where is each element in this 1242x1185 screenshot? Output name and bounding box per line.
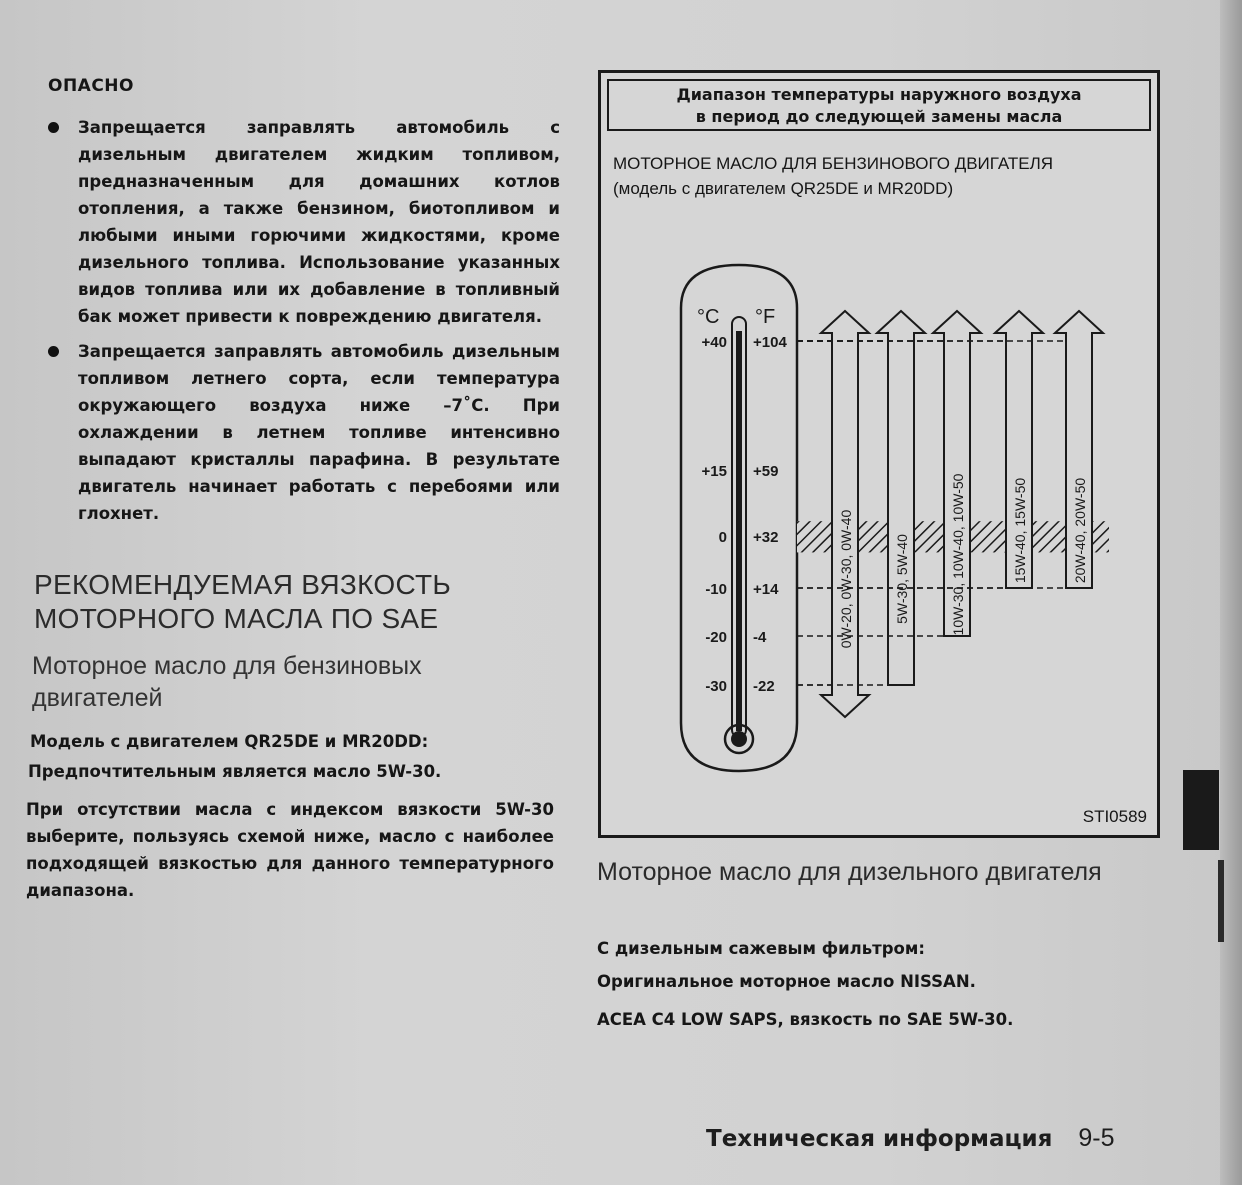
page-edge-shadow [1220,0,1242,1185]
viscosity-figure [598,70,1160,838]
page-footer [706,1124,1115,1153]
temperature-scale [702,334,788,695]
danger-title: ОПАСНО [48,76,134,96]
scale-label-f: +59 [753,463,779,480]
bullet-dot-icon [48,122,59,133]
diesel-oil-title: Моторное масло для дизельного двигателя [597,858,1102,886]
danger-bullet-2 [44,338,560,527]
arrow-label: 5W-30, 5W-40 [894,534,910,624]
viscosity-arrow [797,311,925,685]
figure-subheading: МОТОРНОЕ МАСЛО ДЛЯ БЕНЗИНОВОГО ДВИГАТЕЛЯ (модель с двигателем QR25DE и MR20DD) [613,154,1053,198]
scale-label-c: +40 [701,334,727,351]
scale-label-c: 0 [718,529,727,546]
viscosity-arrows [797,311,1103,717]
footer-section-title: Техническая информация [706,1126,1053,1152]
figure-code: STI0589 [1082,807,1147,826]
scale-label-f: +104 [753,334,787,351]
arrow-label: 15W-40, 15W-50 [1012,477,1028,584]
scale-label-c: -30 [705,678,727,695]
viscosity-arrow [797,311,869,717]
scale-label-f: -22 [753,678,775,695]
absent-oil-paragraph: При отсутствии масла с индексом вязкости 5W-30 выберите, пользуясь схемой ниже, масло с наиболее подходящей вязкостью для данного температурного диапазона. [26,800,554,900]
arrow-shape [877,311,925,685]
figure-header-line-1: Диапазон температуры наружного воздуха [676,85,1082,104]
danger-bullet-1 [44,114,560,330]
arrow-label: 10W-30, 10W-40, 10W-50 [950,473,966,636]
bullet-dot-icon [48,346,59,357]
scale-label-c: -10 [705,581,727,598]
danger-bullet-text: Запрещается заправлять автомобиль с дизельным двигателем жидким топливом, предназначенным для домашних котлов отопления, а также бензином, биотопливом и любыми иными горючими жидкостями, кроме дизельного топлива. Использование указанных видов топлива или их добавление в топливный бак может привести к повреждению двигателя. [78,118,560,326]
scale-label-f: +32 [753,529,779,546]
scale-label-c: -20 [705,629,727,646]
model-line: Модель с двигателем QR25DE и MR20DD: [30,732,429,751]
fahrenheit-unit-label: °F [755,306,776,328]
viscosity-chart [601,73,1157,835]
arrow-label: 20W-40, 20W-50 [1072,477,1088,584]
acea-line: ACEA C4 LOW SAPS, вязкость по SAE 5W-30. [597,1010,1014,1029]
page-number: 9-5 [1078,1124,1115,1152]
chapter-tab-line [1218,860,1224,942]
scale-label-f: +14 [753,581,779,598]
dpf-line: С дизельным сажевым фильтром: [597,939,925,958]
original-oil-line: Оригинальное моторное масло NISSAN. [597,972,976,991]
figure-header-line-2: в период до следующей замены масла [695,107,1063,126]
arrow-label: 0W-20, 0W-30, 0W-40 [838,509,854,649]
celsius-unit-label: °C [697,306,720,328]
chapter-tab-marker [1183,770,1219,850]
section-title: РЕКОМЕНДУЕМАЯ ВЯЗКОСТЬ МОТОРНОГО МАСЛА ПО SAE [34,569,452,634]
scale-label-c: +15 [701,463,727,480]
danger-bullet-list [44,114,560,535]
preferred-oil-line: Предпочтительным является масло 5W-30. [28,762,442,781]
danger-bullet-text: Запрещается заправлять автомобиль дизельным топливом летнего сорта, если температура окружающего воздуха ниже –7˚C. При охлаждении в летнем топливе интенсивно выпадают кристаллы парафина. В результате двигатель начинает работать с перебоями или глохнет. [78,342,560,523]
scale-label-f: -4 [753,629,767,646]
subsection-title: Моторное масло для бензиновых двигателей [32,652,422,712]
